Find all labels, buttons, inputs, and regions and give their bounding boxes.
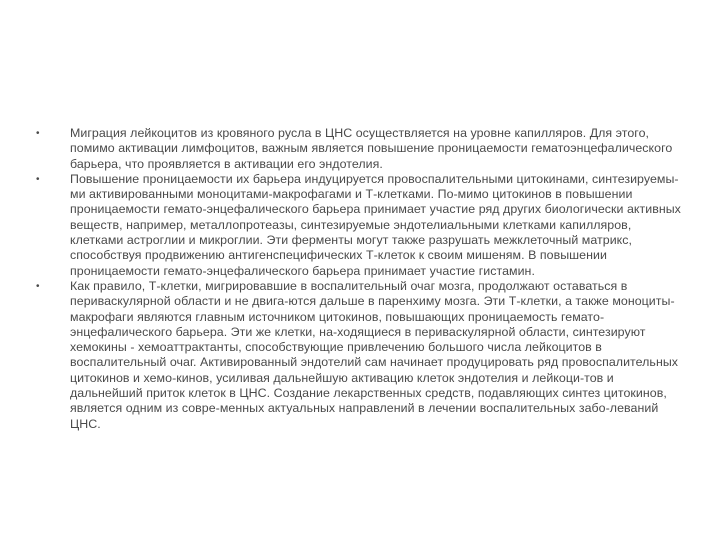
bullet-marker: • [36, 280, 40, 292]
bullet-text: Как правило, Т-клетки, мигрировавшие в воспалительный очаг мозга, продолжают оставаться в периваскулярной области и не двига-ются дальше в паренхиму мозга. Эти Т-клетки, а также моноциты-макрофаги являются главным источником цитокинов, повышающих проницаемость гемато-энцефалического барьера. Эти же клетки, на-ходящиеся в периваскулярной области, синтезируют хемокины - хемоаттрактанты, способствующие привлечению большого числа лейкоцитов в воспалительный очаг. Активированный эндотелий сам начинает продуцировать ряд провоспалительных цитокинов и хемо-кинов, усиливая дальнейшую активацию клеток эндотелия и лейкоци-тов и дальнейший приток клеток в ЦНС. Создание лекарственных средств, подавляющих синтез цитокинов, является одним из совре-менных актуальных направлений в лечении воспалительных забо-леваний ЦНС. [70, 278, 679, 431]
bullet-list [36, 126, 686, 432]
bullet-item [36, 126, 686, 172]
bullet-item [36, 279, 686, 432]
bullet-marker: • [36, 128, 40, 139]
bullet-text: Миграция лейкоцитов из кровяного русла в ЦНС осуществляется на уровне капилляров. Для этого, помимо активации лимфоцитов, важным является повышение проницаемости гематоэнцефалического барьера, что проявляется в активации его эндотелия. [70, 126, 673, 171]
bullet-marker: • [36, 173, 40, 185]
bullet-text: Повышение проницаемости их барьера индуцируется провоспалительными цитокинами, синтезируемы-ми активированными моноцитами-макрофагами и Т-клетками. По-мимо цитокинов в повышении проницаемости гемато-энцефалического барьера принимает участие ряд других биологически активных веществ, например, металлопротеазы, синтезируемые эндотелиальными клетками капилляров, клетками астроглии и микроглии. Эти ферменты могут также разрушать межклеточный матрикс, способствуя продвижению антигенспецифических Т-клеток к своим мишеням. В повышении проницаемости гемато-энцефалического барьера принимает участие гистамин. [70, 171, 681, 278]
bullet-item [36, 172, 686, 279]
